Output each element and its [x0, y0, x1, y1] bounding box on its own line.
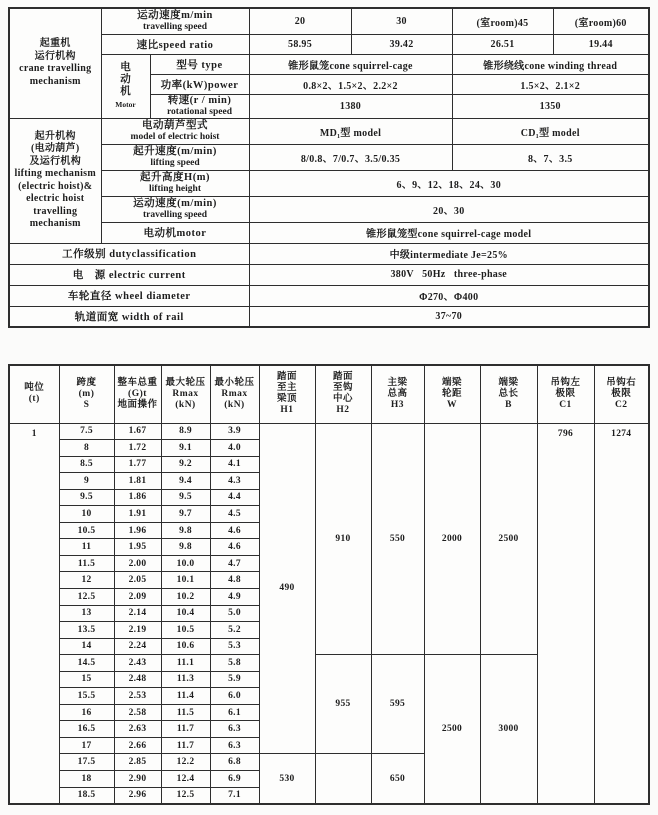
- cell-min-wheel-load: 4.0: [210, 440, 259, 457]
- column-header: [371, 365, 424, 423]
- cell-max-wheel-load: 11.4: [161, 688, 210, 705]
- label-en: rotational speed: [167, 106, 233, 117]
- label-motor-rpm: [150, 94, 249, 118]
- value-cell: 锥形鼠笼cone squirrel-cage: [249, 54, 452, 74]
- cell-min-wheel-load: 6.3: [210, 737, 259, 754]
- label-line: 电: [120, 62, 131, 73]
- cell-max-wheel-load: 12.4: [161, 770, 210, 787]
- header-line: 最小轮压: [214, 377, 255, 388]
- label-motor-power: 功率(kW)power: [150, 74, 249, 94]
- value-cell: 37~70: [249, 306, 649, 327]
- cell-span: 15.5: [59, 688, 114, 705]
- cell-total-weight: 2.66: [114, 737, 161, 754]
- value-cell: 30: [351, 8, 452, 34]
- row-electric-current: [9, 264, 649, 285]
- header-line: 吊钩左: [550, 377, 581, 388]
- cell-span: 12: [59, 572, 114, 589]
- cell-tonnage: 1: [9, 423, 59, 804]
- cell-span: 17.5: [59, 754, 114, 771]
- value-cell: 8、7、3.5: [452, 144, 649, 170]
- cell-total-weight: 1.72: [114, 440, 161, 457]
- value-cell: 1380: [249, 94, 452, 118]
- cell-w: 2500: [424, 655, 480, 804]
- value-cell: 380V 50Hz three-phase: [249, 264, 649, 285]
- column-header: [9, 365, 59, 423]
- label-lifting-height: [101, 170, 249, 196]
- label-hoist-model: [101, 118, 249, 144]
- cell-h3: 550: [371, 423, 424, 655]
- label-line: crane travelling: [19, 63, 92, 75]
- value-cell: 20、30: [249, 196, 649, 222]
- cell-span: 8.5: [59, 456, 114, 473]
- header-line: 总长: [498, 388, 519, 399]
- header-line: Rmax: [221, 388, 248, 399]
- cell-total-weight: 2.05: [114, 572, 161, 589]
- column-header: [537, 365, 594, 423]
- cell-max-wheel-load: 9.2: [161, 456, 210, 473]
- cell-total-weight: 1.91: [114, 506, 161, 523]
- cell-max-wheel-load: 9.8: [161, 539, 210, 556]
- header-line: C1: [559, 399, 572, 410]
- cell-span: 12.5: [59, 588, 114, 605]
- header-line: Rmax: [172, 388, 199, 399]
- cell-min-wheel-load: 5.2: [210, 622, 259, 639]
- row-rail-width: [9, 306, 649, 327]
- cell-max-wheel-load: 11.1: [161, 655, 210, 672]
- cell-span: 10.5: [59, 522, 114, 539]
- column-header: [480, 365, 537, 423]
- cell-span: 14: [59, 638, 114, 655]
- cell-total-weight: 2.58: [114, 704, 161, 721]
- value-cell: 6、9、12、18、24、30: [249, 170, 649, 196]
- cell-min-wheel-load: 3.9: [210, 423, 259, 440]
- label-motor: [101, 54, 150, 118]
- cell-max-wheel-load: 9.8: [161, 522, 210, 539]
- cell-span: 14.5: [59, 655, 114, 672]
- row-speed-ratio: [9, 34, 649, 54]
- cell-max-wheel-load: 12.2: [161, 754, 210, 771]
- header-line: (m): [78, 388, 95, 399]
- label-line: 及运行机构: [29, 155, 81, 167]
- crane-spec-table: [8, 7, 650, 328]
- cell-span: 9: [59, 473, 114, 490]
- cell-h1: 490: [259, 423, 315, 754]
- header-line: 轮距: [441, 388, 462, 399]
- header-line: 吨位: [24, 383, 45, 394]
- cell-min-wheel-load: 4.6: [210, 539, 259, 556]
- motor-en: Motor: [115, 100, 136, 109]
- cell-min-wheel-load: 4.8: [210, 572, 259, 589]
- value-cell: (室room)45: [452, 8, 553, 34]
- row-hoist-motor: [9, 222, 649, 243]
- cell-max-wheel-load: 10.6: [161, 638, 210, 655]
- dimension-table-header: [9, 365, 649, 423]
- value-cell: 20: [249, 8, 351, 34]
- label-travel-speed: [101, 8, 249, 34]
- header-line: 极限: [555, 388, 576, 399]
- label-line: mechanism: [29, 75, 81, 87]
- label-electric-current: 电 源 electric current: [9, 264, 249, 285]
- value-cell: 1350: [452, 94, 649, 118]
- label-en: lifting speed: [150, 157, 200, 168]
- label-wheel-diameter: 车轮直径 wheel diameter: [9, 285, 249, 306]
- row-hoist-model: [9, 118, 649, 144]
- row-wheel-diameter: [9, 285, 649, 306]
- cell-total-weight: 2.19: [114, 622, 161, 639]
- section-label-crane-travelling: [9, 8, 101, 118]
- cell-span: 15: [59, 671, 114, 688]
- value-cell: 锥形绕线cone winding thread: [452, 54, 649, 74]
- cell-h2: [315, 754, 371, 804]
- cell-min-wheel-load: 5.3: [210, 638, 259, 655]
- cell-span: 10: [59, 506, 114, 523]
- dimension-table: [8, 364, 650, 805]
- cell-w: 2000: [424, 423, 480, 655]
- cell-c2: 1274: [594, 423, 649, 804]
- value-cell: 中级intermediate Je=25%: [249, 243, 649, 264]
- header-line: 中心: [332, 394, 353, 405]
- label-speed-ratio: 速比speed ratio: [101, 34, 249, 54]
- label-en: model of electric hoist: [130, 131, 220, 142]
- column-header: [59, 365, 114, 423]
- value-cell: 1.5×2、2.1×2: [452, 74, 649, 94]
- cell-span: 9.5: [59, 489, 114, 506]
- cell-span: 16.5: [59, 721, 114, 738]
- label-lifting-speed: [101, 144, 249, 170]
- label-line: mechanism: [29, 218, 81, 229]
- value-cell: 8/0.8、7/0.7、3.5/0.35: [249, 144, 452, 170]
- header-line: 主梁: [387, 377, 408, 388]
- column-header: [594, 365, 649, 423]
- cell-max-wheel-load: 11.7: [161, 721, 210, 738]
- header-line: B: [505, 399, 512, 410]
- label-en: travelling speed: [142, 22, 208, 32]
- cell-min-wheel-load: 5.9: [210, 671, 259, 688]
- label-en: travelling speed: [142, 209, 208, 220]
- cell-min-wheel-load: 4.3: [210, 473, 259, 490]
- cell-total-weight: 2.48: [114, 671, 161, 688]
- header-line: 总高: [387, 388, 408, 399]
- cell-span: 17: [59, 737, 114, 754]
- header-line: 梁顶: [276, 394, 297, 405]
- cell-total-weight: 2.09: [114, 588, 161, 605]
- label-line: 起升机构: [34, 130, 76, 142]
- row-lifting-speed: [9, 144, 649, 170]
- cell-total-weight: 2.63: [114, 721, 161, 738]
- cell-max-wheel-load: 11.5: [161, 704, 210, 721]
- header-line: S: [83, 399, 90, 410]
- header-line: 最大轮压: [165, 377, 206, 388]
- header-line: W: [447, 399, 457, 410]
- value-cell: 58.95: [249, 34, 351, 54]
- header-line: (kN): [175, 399, 196, 410]
- header-line: 踏面: [276, 372, 297, 383]
- cell-min-wheel-load: 4.6: [210, 522, 259, 539]
- label-line: (电动葫芦): [31, 143, 80, 154]
- header-line: H2: [336, 405, 350, 416]
- header-line: H3: [390, 399, 405, 410]
- value-cell: 19.44: [553, 34, 649, 54]
- cell-min-wheel-load: 7.1: [210, 787, 259, 804]
- cell-max-wheel-load: 10.2: [161, 588, 210, 605]
- cell-total-weight: 1.67: [114, 423, 161, 440]
- cell-total-weight: 2.90: [114, 770, 161, 787]
- label-rail-width: 轨道面宽 width of rail: [9, 306, 249, 327]
- value-cell: CD₁型 model: [452, 118, 649, 144]
- column-header: [259, 365, 315, 423]
- cell-total-weight: 2.96: [114, 787, 161, 804]
- cell-span: 13: [59, 605, 114, 622]
- header-line: (t): [28, 394, 40, 405]
- cell-max-wheel-load: 9.5: [161, 489, 210, 506]
- cell-max-wheel-load: 11.3: [161, 671, 210, 688]
- cell-h1: 530: [259, 754, 315, 804]
- cell-span: 8: [59, 440, 114, 457]
- header-line: 踏面: [332, 372, 353, 383]
- column-header: [210, 365, 259, 423]
- cell-total-weight: 1.96: [114, 522, 161, 539]
- cell-max-wheel-load: 10.1: [161, 572, 210, 589]
- cell-total-weight: 1.95: [114, 539, 161, 556]
- value-cell: MD₁型 model: [249, 118, 452, 144]
- column-header: [424, 365, 480, 423]
- cell-b: 3000: [480, 655, 537, 804]
- label-zh: 运动速度m/min: [137, 10, 213, 21]
- header-line: C2: [614, 399, 628, 410]
- cell-max-wheel-load: 11.7: [161, 737, 210, 754]
- cell-max-wheel-load: 10.5: [161, 622, 210, 639]
- label-line: lifting mechanism: [14, 168, 96, 179]
- cell-min-wheel-load: 4.1: [210, 456, 259, 473]
- table-row: [9, 423, 649, 440]
- cell-min-wheel-load: 6.0: [210, 688, 259, 705]
- header-line: 整车总重: [117, 377, 158, 388]
- cell-min-wheel-load: 4.7: [210, 555, 259, 572]
- column-header: [315, 365, 371, 423]
- dimension-table-body: [9, 423, 649, 804]
- cell-h3: 650: [371, 754, 424, 804]
- header-line: 端梁: [441, 377, 462, 388]
- motor-chars: [102, 62, 150, 98]
- cell-b: 2500: [480, 423, 537, 655]
- label-zh: 运动速度(m/min): [133, 197, 217, 209]
- cell-min-wheel-load: 4.5: [210, 506, 259, 523]
- row-lifting-height: [9, 170, 649, 196]
- header-line: H1: [280, 405, 294, 416]
- value-cell: Φ270、Φ400: [249, 285, 649, 306]
- cell-max-wheel-load: 10.0: [161, 555, 210, 572]
- cell-min-wheel-load: 6.1: [210, 704, 259, 721]
- label-line: 起重机: [39, 38, 71, 50]
- value-cell: 锥形鼠笼型cone squirrel-cage model: [249, 222, 649, 243]
- value-cell: (室room)60: [553, 8, 649, 34]
- cell-h3: 595: [371, 655, 424, 754]
- cell-total-weight: 2.53: [114, 688, 161, 705]
- value-cell: 0.8×2、1.5×2、2.2×2: [249, 74, 452, 94]
- column-header: [161, 365, 210, 423]
- label-hoist-travel-speed: [101, 196, 249, 222]
- label-hoist-motor: 电动机motor: [101, 222, 249, 243]
- cell-max-wheel-load: 10.4: [161, 605, 210, 622]
- cell-span: 11.5: [59, 555, 114, 572]
- cell-min-wheel-load: 5.8: [210, 655, 259, 672]
- cell-min-wheel-load: 4.4: [210, 489, 259, 506]
- cell-min-wheel-load: 6.3: [210, 721, 259, 738]
- label-line: electric hoist: [26, 193, 85, 204]
- cell-c1: 796: [537, 423, 594, 804]
- cell-span: 11: [59, 539, 114, 556]
- cell-max-wheel-load: 9.7: [161, 506, 210, 523]
- cell-total-weight: 2.00: [114, 555, 161, 572]
- header-line: 端梁: [498, 377, 519, 388]
- cell-span: 18.5: [59, 787, 114, 804]
- cell-total-weight: 2.43: [114, 655, 161, 672]
- value-cell: 26.51: [452, 34, 553, 54]
- row-duty-classification: [9, 243, 649, 264]
- header-line: 至钩: [332, 383, 353, 394]
- header-row: [9, 365, 649, 423]
- label-line: 机: [120, 86, 131, 97]
- cell-span: 18: [59, 770, 114, 787]
- cell-max-wheel-load: 9.1: [161, 440, 210, 457]
- label-line: 动: [120, 74, 131, 85]
- cell-total-weight: 2.85: [114, 754, 161, 771]
- cell-max-wheel-load: 9.4: [161, 473, 210, 490]
- header-line: 极限: [611, 388, 632, 399]
- label-en: lifting height: [149, 183, 201, 194]
- header-line: (G)t: [128, 388, 147, 399]
- cell-h2: 955: [315, 655, 371, 754]
- cell-h2: 910: [315, 423, 371, 655]
- label-zh: 转速(r / min): [167, 94, 232, 106]
- cell-total-weight: 1.86: [114, 489, 161, 506]
- row-hoist-travel-speed: [9, 196, 649, 222]
- cell-max-wheel-load: 8.9: [161, 423, 210, 440]
- label-line: travelling: [33, 205, 78, 217]
- row-motor-type: [9, 54, 649, 74]
- column-header: [114, 365, 161, 423]
- row-travel-speed: [9, 8, 649, 34]
- cell-min-wheel-load: 6.9: [210, 770, 259, 787]
- cell-min-wheel-load: 5.0: [210, 605, 259, 622]
- label-duty-classification: 工作级别 dutyclassification: [9, 243, 249, 264]
- cell-span: 16: [59, 704, 114, 721]
- cell-span: 7.5: [59, 423, 114, 440]
- cell-span: 13.5: [59, 622, 114, 639]
- cell-total-weight: 2.24: [114, 638, 161, 655]
- section-label-lifting-mechanism: [9, 118, 101, 243]
- label-zh: 起升速度(m/min): [133, 145, 217, 157]
- value-cell: 39.42: [351, 34, 452, 54]
- cell-total-weight: 1.81: [114, 473, 161, 490]
- header-line: 至主: [276, 383, 297, 394]
- header-line: 地面操作: [117, 399, 158, 410]
- header-line: 吊钩右: [606, 377, 637, 388]
- cell-total-weight: 1.77: [114, 456, 161, 473]
- label-zh: 起升高度H(m): [140, 171, 210, 183]
- label-line: (electric hoist)&: [18, 180, 93, 192]
- header-line: 跨度: [76, 377, 97, 388]
- label-zh: 电动葫芦型式: [142, 119, 208, 131]
- label-motor-type: 型号 type: [150, 54, 249, 74]
- cell-max-wheel-load: 12.5: [161, 787, 210, 804]
- cell-total-weight: 2.14: [114, 605, 161, 622]
- header-line: (kN): [224, 399, 245, 410]
- label-line: 运行机构: [34, 50, 76, 62]
- cell-min-wheel-load: 4.9: [210, 588, 259, 605]
- cell-min-wheel-load: 6.8: [210, 754, 259, 771]
